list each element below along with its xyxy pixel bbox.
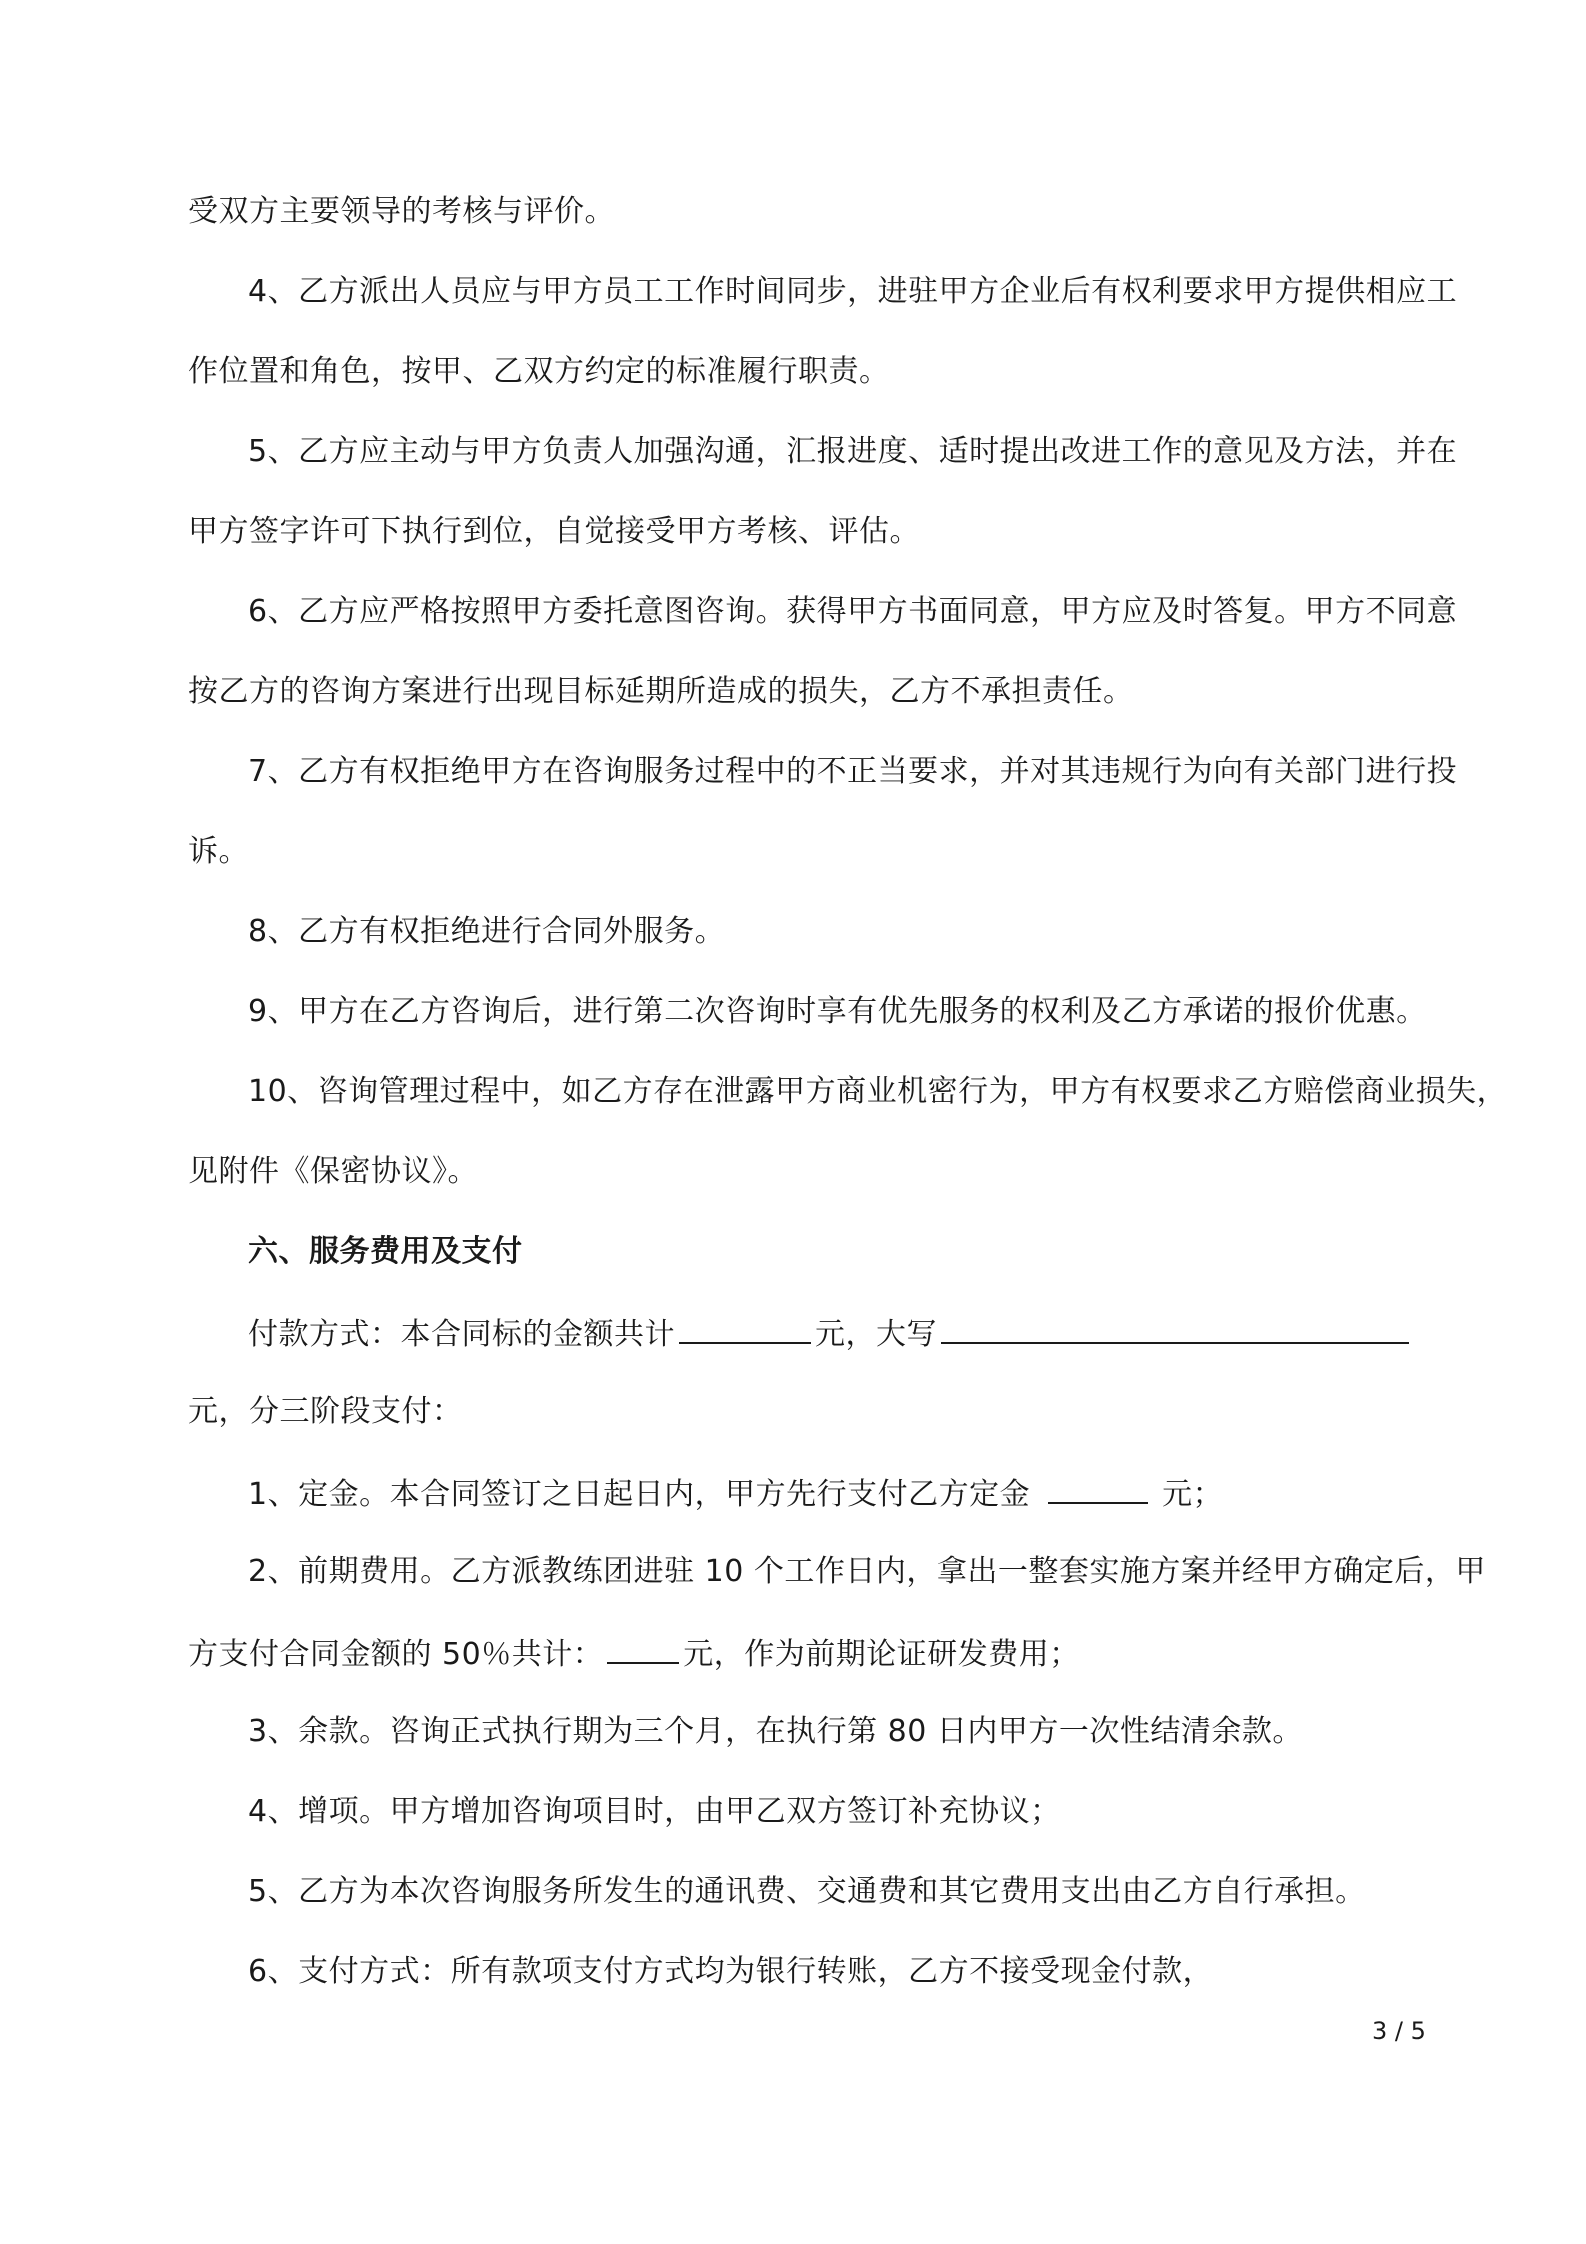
page-number: 3 / 5 xyxy=(1372,2017,1426,2045)
paragraph-line: 按乙方的咨询方案进行出现目标延期所造成的损失，乙方不承担责任。 xyxy=(188,674,1134,709)
item1-text: 1、定金。本合同签订之日起日内，甲方先行支付乙方定金 xyxy=(248,1477,1031,1512)
payment-item-2: 2、前期费用。乙方派教练团进驻 10 个工作日内，拿出一整套实施方案并经甲方确定后，甲 xyxy=(248,1554,1486,1589)
paragraph-line: 10、咨询管理过程中，如乙方存在泄露甲方商业机密行为，甲方有权要求乙方赔偿商业损失， xyxy=(248,1074,1508,1109)
item1-unit: 元； xyxy=(1162,1477,1224,1512)
paragraph-line: 5、乙方应主动与甲方负责人加强沟通，汇报进度、适时提出改进工作的意见及方法，并在 xyxy=(248,434,1458,469)
item2-text: 方支付合同金额的 50％共计： xyxy=(188,1637,604,1672)
payment-text-1: 付款方式：本合同标的金额共计 xyxy=(248,1317,675,1352)
payment-item-1 xyxy=(248,1472,1223,1515)
section-heading: 六、服务费用及支付 xyxy=(248,1234,523,1269)
paragraph-line: 见附件《保密协议》。 xyxy=(188,1154,478,1189)
prepayment-blank xyxy=(607,1632,679,1664)
paragraph-line: 甲方签字许可下执行到位，自觉接受甲方考核、评估。 xyxy=(188,514,920,549)
payment-item-3: 3、余款。咨询正式执行期为三个月，在执行第 80 日内甲方一次性结清余款。 xyxy=(248,1714,1303,1749)
paragraph-line: 受双方主要领导的考核与评价。 xyxy=(188,194,615,229)
amount-blank xyxy=(679,1312,811,1344)
deposit-blank xyxy=(1048,1472,1148,1504)
payment-item-2-cont xyxy=(188,1632,1080,1675)
payment-text-2: 元，大写 xyxy=(815,1317,937,1352)
paragraph-line: 9、甲方在乙方咨询后，进行第二次咨询时享有优先服务的权利及乙方承诺的报价优惠。 xyxy=(248,994,1427,1029)
amount-in-words-blank xyxy=(941,1312,1409,1344)
payment-item-6: 6、支付方式：所有款项支付方式均为银行转账，乙方不接受现金付款， xyxy=(248,1954,1214,1989)
paragraph-line: 4、乙方派出人员应与甲方员工工作时间同步，进驻甲方企业后有权利要求甲方提供相应工 xyxy=(248,274,1458,309)
paragraph-line: 作位置和角色，按甲、乙双方约定的标准履行职责。 xyxy=(188,354,890,389)
paragraph-line: 诉。 xyxy=(188,834,249,869)
item2-unit: 元，作为前期论证研发费用； xyxy=(683,1637,1080,1672)
payment-method-line-2: 元，分三阶段支付： xyxy=(188,1394,463,1429)
paragraph-line: 8、乙方有权拒绝进行合同外服务。 xyxy=(248,914,726,949)
payment-item-5: 5、乙方为本次咨询服务所发生的通讯费、交通费和其它费用支出由乙方自行承担。 xyxy=(248,1874,1366,1909)
paragraph-line: 7、乙方有权拒绝甲方在咨询服务过程中的不正当要求，并对其违规行为向有关部门进行投 xyxy=(248,754,1458,789)
paragraph-line: 6、乙方应严格按照甲方委托意图咨询。获得甲方书面同意，甲方应及时答复。甲方不同意 xyxy=(248,594,1458,629)
payment-item-4: 4、增项。甲方增加咨询项目时，由甲乙双方签订补充协议； xyxy=(248,1794,1061,1829)
payment-method-line xyxy=(248,1312,1413,1355)
